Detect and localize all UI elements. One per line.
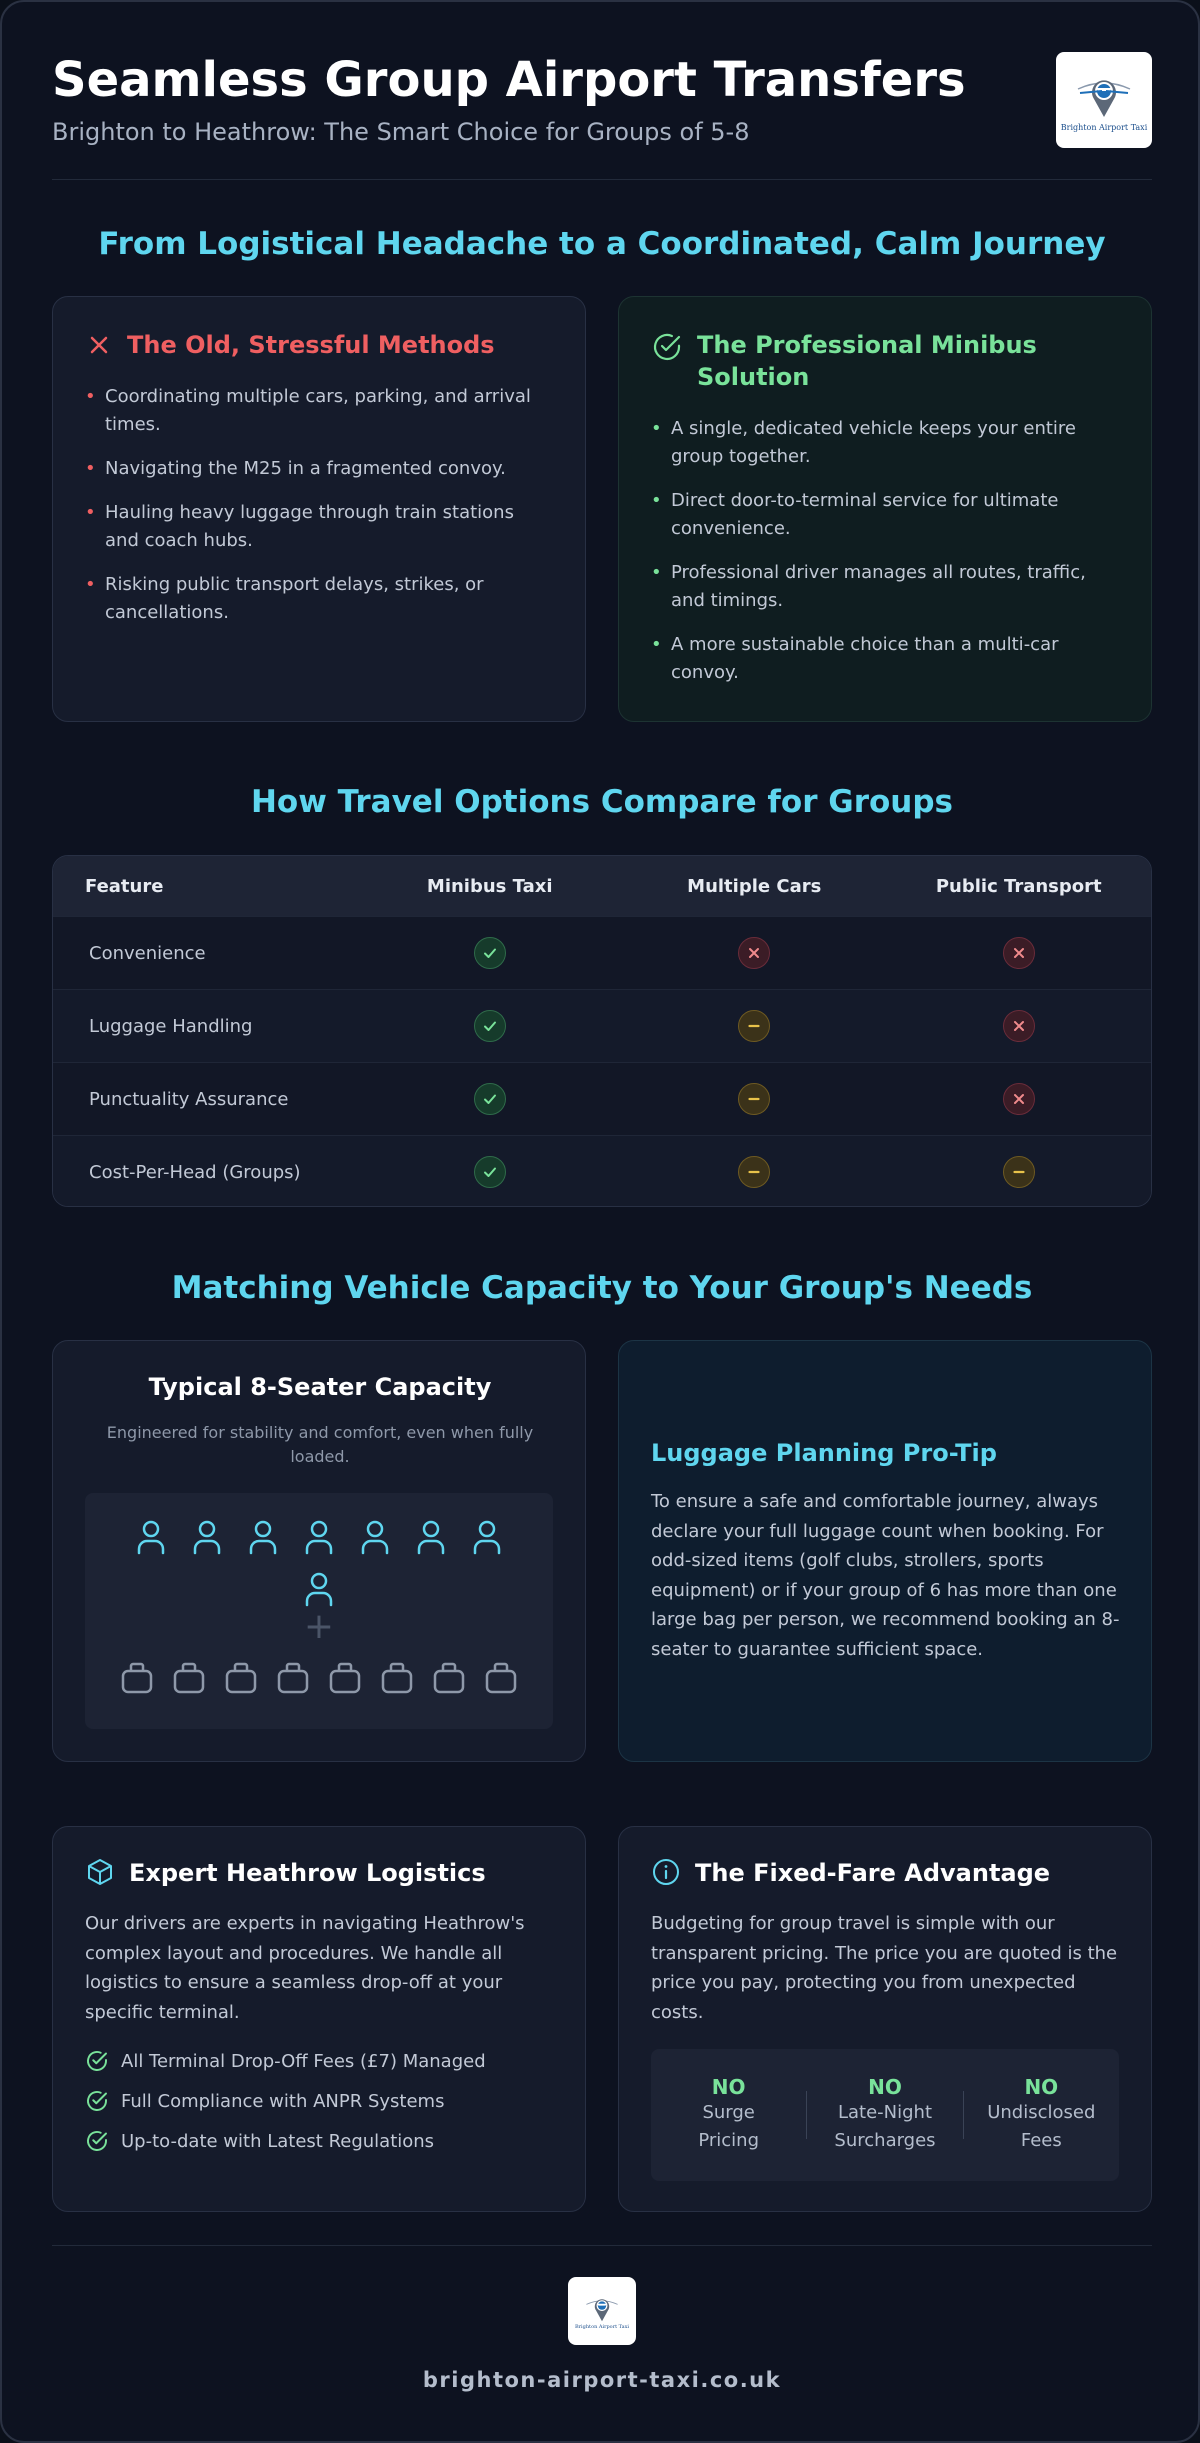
luggage-icon [484,1661,518,1699]
list-item: Full Compliance with ANPR Systems [85,2089,553,2113]
cross-icon [1003,1083,1035,1115]
list-item: • Hauling heavy luggage through train stations and coach hubs. [85,502,514,551]
old-methods-card [52,296,586,722]
minus-icon [738,1010,770,1042]
status-cell [622,1010,887,1042]
check-icon [474,1156,506,1188]
passenger-icon [359,1519,391,1559]
status-cell [622,937,887,969]
luggage-icon [432,1661,466,1699]
logistics-title: Expert Heathrow Logistics [129,1859,486,1887]
column-header: Minibus Taxi [426,875,553,897]
luggage-tip-body: To ensure a safe and comfortable journey, always declare your full luggage count when booking. For odd-sized items (golf clubs, strollers, sports equipment) or if your group of 6 has more than one large bag per person, we recommend booking an 8-seater to guarantee sufficient space. [651,1491,1120,1660]
taxi-pin-icon [1074,69,1134,121]
list-item: • Direct door-to-terminal service for ultimate convenience. [651,490,1059,539]
logistics-body: Our drivers are experts in navigating Heathrow's complex layout and procedures. We handle all logistics to ensure a seamless drop-off at your specific terminal. [85,1913,525,2023]
status-cell [887,1010,1152,1042]
header [52,50,1152,180]
passenger-icon [135,1519,167,1559]
check-icon [474,1010,506,1042]
minibus-solution-header [651,329,1119,393]
footer-logo [568,2277,636,2345]
fee-item-surge: NO Surge Pricing [698,2075,759,2151]
luggage-tip-title: Luggage Planning Pro-Tip [651,1439,997,1467]
fare-header [651,1857,1119,1889]
luggage-icon [172,1661,206,1699]
status-cell [358,1156,623,1188]
page-title: Seamless Group Airport Transfers [52,52,966,108]
feature-cell: Punctuality Assurance [89,1088,289,1110]
minibus-solution-card [618,296,1152,722]
list-item: • Professional driver manages all routes, traffic, and timings. [651,562,1086,611]
table-body [53,916,1151,1207]
plus-sign: + [303,1606,335,1647]
status-cell [358,1010,623,1042]
passenger-icon [415,1519,447,1559]
comparison-table [52,855,1152,1207]
check-circle-icon [85,2049,109,2073]
passenger-icon [247,1519,279,1559]
minus-icon [1003,1156,1035,1188]
passenger-icon [471,1519,503,1559]
luggage-icon [380,1661,414,1699]
old-methods-title: The Old, Stressful Methods [127,331,495,359]
info-icon [651,1857,681,1887]
fixed-fare-card [618,1826,1152,2212]
fee-item-late-night: NO Late-Night Surcharges [834,2075,936,2151]
check-circle-icon [651,331,683,363]
status-cell [622,1083,887,1115]
status-cell [887,1156,1152,1188]
cross-icon [1003,937,1035,969]
feature-cell: Luggage Handling [89,1015,253,1037]
table-row [53,1062,1151,1135]
taxi-pin-icon [584,2292,620,2324]
status-cell [887,1083,1152,1115]
passenger-icon [303,1571,335,1611]
luggage-icon [120,1661,154,1699]
passenger-icon [303,1519,335,1559]
check-circle-icon [85,2129,109,2153]
table-row [53,1135,1151,1207]
footer-divider [52,2245,1152,2246]
list-item: • A single, dedicated vehicle keeps your entire group together. [651,418,1076,467]
list-item: • Navigating the M25 in a fragmented convoy. [85,458,506,479]
fare-title: The Fixed-Fare Advantage [695,1859,1051,1887]
check-circle-icon [85,2089,109,2113]
column-header: Feature [85,875,164,897]
list-item: • A more sustainable choice than a multi-car convoy. [651,634,1059,683]
passenger-icon [191,1519,223,1559]
column-header: Public Transport [935,875,1102,897]
section-title-journey: From Logistical Headache to a Coordinated, Calm Journey [98,226,1106,262]
table-row [53,916,1151,989]
status-cell [622,1156,887,1188]
table-row [53,989,1151,1062]
capacity-card [52,1340,586,1762]
luggage-tip-card [618,1340,1152,1762]
list-item: • Risking public transport delays, strikes, or cancellations. [85,574,484,623]
section-title-capacity: Matching Vehicle Capacity to Your Group's Needs [171,1270,1033,1306]
package-icon [85,1857,115,1887]
brand-logo [1056,52,1152,148]
feature-cell: Cost-Per-Head (Groups) [89,1161,301,1183]
old-methods-header [85,329,553,361]
status-cell [887,937,1152,969]
minibus-solution-list [651,415,1119,687]
old-methods-list [85,383,553,627]
list-item: Up-to-date with Latest Regulations [85,2129,553,2153]
minus-icon [738,1083,770,1115]
table-header-row [53,856,1151,916]
status-cell [358,937,623,969]
logistics-checklist [85,2049,553,2153]
luggage-icon [224,1661,258,1699]
no-fees-panel [651,2049,1119,2181]
cross-icon [738,937,770,969]
website-link[interactable]: brighton-airport-taxi.co.uk [422,2368,782,2392]
capacity-title: Typical 8-Seater Capacity [148,1373,492,1401]
list-item: • Coordinating multiple cars, parking, and arrival times. [85,386,531,435]
status-cell [358,1083,623,1115]
list-item: All Terminal Drop-Off Fees (£7) Managed [85,2049,553,2073]
fee-item-undisclosed: NO Undisclosed Fees [987,2075,1096,2151]
logistics-header [85,1857,553,1889]
close-icon [85,331,113,359]
logo-text: Brighton Airport Taxi [1060,122,1148,132]
check-icon [474,937,506,969]
heathrow-logistics-card [52,1826,586,2212]
fare-body: Budgeting for group travel is simple with our transparent pricing. The price you are quoted is the price you pay, protecting you from unexpected costs. [651,1913,1118,2023]
luggage-icon [276,1661,310,1699]
cross-icon [1003,1010,1035,1042]
capacity-diagram [85,1493,553,1729]
footer-logo-text: Brighton Airport Taxi [574,2324,630,2330]
luggage-icon [328,1661,362,1699]
minus-icon [738,1156,770,1188]
feature-cell: Convenience [89,942,206,964]
page-subtitle: Brighton to Heathrow: The Smart Choice for Groups of 5-8 [52,118,750,146]
capacity-caption: Engineered for stability and comfort, even when fully loaded. [106,1423,534,1466]
check-icon [474,1083,506,1115]
column-header: Multiple Cars [687,875,822,897]
section-title-compare: How Travel Options Compare for Groups [250,784,954,820]
minibus-solution-title: The Professional Minibus Solution [697,331,1037,391]
